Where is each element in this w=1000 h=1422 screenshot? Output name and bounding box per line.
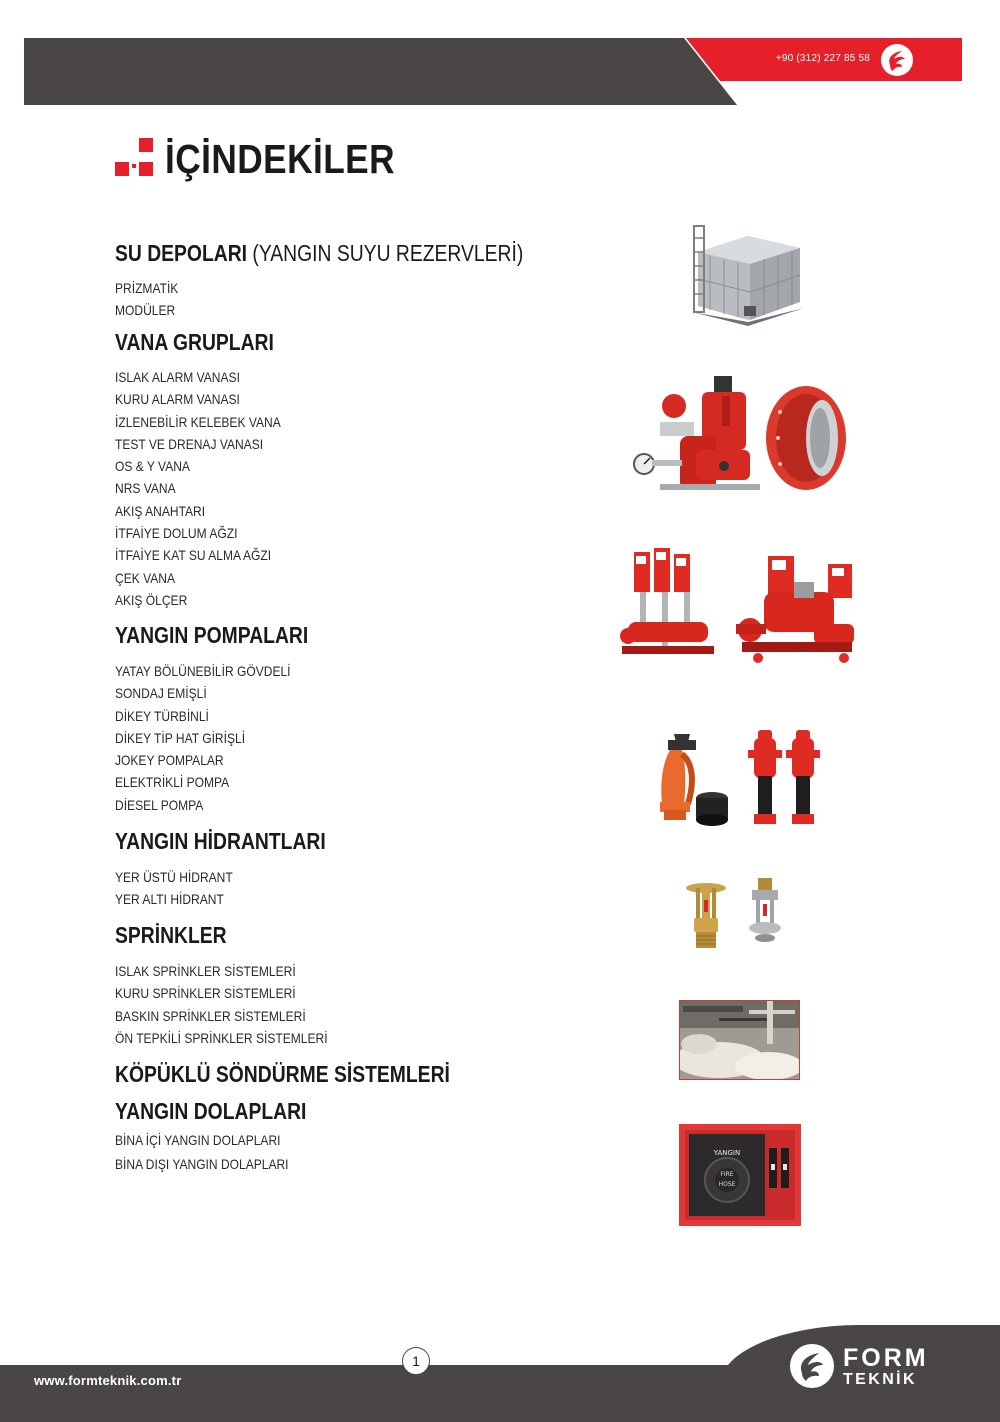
list-item: BİNA DIŞI YANGIN DOLAPLARI [115, 1156, 289, 1172]
list-item: TEST VE DRENAJ VANASI [115, 435, 264, 452]
section-heading: YANGIN HİDRANTLARI [115, 828, 326, 854]
flame-logo-icon [881, 44, 913, 76]
foam-system-image [679, 1000, 800, 1080]
section-yangin-hidrantlari [115, 827, 366, 911]
list-item: ISLAK ALARM VANASI [115, 369, 240, 385]
fire-pump-image [618, 542, 863, 674]
cabinet-label-fire: FIRE [720, 1171, 734, 1178]
list-item: PRİZMATİK [115, 280, 179, 296]
section-heading: SU DEPOLARI (YANGIN SUYU REZERVLERİ) [115, 240, 524, 266]
header-phone: +90 (312) 227 85 58 [775, 53, 870, 64]
list-item: SONDAJ EMİŞLİ [115, 685, 207, 702]
list-item: KURU ALARM VANASI [115, 391, 240, 408]
list-item: AKIŞ ANAHTARI [115, 502, 206, 519]
cabinet-label-top: YANGIN [713, 1149, 741, 1157]
section-heading: SPRİNKLER [115, 922, 227, 948]
section-vana-gruplari [115, 328, 308, 611]
list-item: ELEKTRİKLİ POMPA [115, 774, 230, 791]
list-item: DİKEY TÜRBİNLİ [115, 707, 209, 724]
list-item: NRS VANA [115, 480, 176, 497]
list-item: DİESEL POMPA [115, 796, 204, 813]
fire-cabinet-image [679, 1124, 801, 1226]
section-heading: YANGIN DOLAPLARI [115, 1098, 307, 1124]
list-item: JOKEY POMPALAR [115, 752, 224, 769]
list-item: ISLAK SPRİNKLER SİSTEMLERİ [115, 963, 296, 979]
list-item: YATAY BÖLÜNEBİLİR GÖVDELİ [115, 663, 291, 679]
list-item: ÇEK VANA [115, 569, 175, 586]
title-squares-icon [115, 138, 155, 178]
list-item: İTFAİYE KAT SU ALMA AĞZI [115, 547, 272, 564]
section-heading: VANA GRUPLARI [115, 329, 274, 355]
valve-group-image [630, 372, 848, 500]
section-heading-suffix: (YANGIN SUYU REZERVLERİ) [252, 240, 524, 266]
list-item: MODÜLER [115, 302, 176, 319]
section-yangin-dolaplari [115, 1097, 343, 1176]
section-su-depolari [115, 239, 601, 322]
list-item: KURU SPRİNKLER SİSTEMLERİ [115, 985, 296, 1002]
list-item: İTFAİYE DOLUM AĞZI [115, 525, 238, 542]
list-item: DİKEY TİP HAT GİRİŞLİ [115, 729, 246, 746]
brand-wordmark [843, 1346, 929, 1388]
section-heading: YANGIN POMPALARI [115, 622, 309, 648]
list-item: ÖN TEPKİLİ SPRİNKLER SİSTEMLERİ [115, 1029, 328, 1046]
page-title: İÇİNDEKİLER [165, 136, 396, 182]
list-item: AKIŞ ÖLÇER [115, 591, 188, 608]
water-tank-image [688, 222, 806, 330]
list-item: YER ÜSTÜ HİDRANT [115, 869, 233, 885]
cabinet-label-hose: HOSE [718, 1181, 736, 1188]
brand-line-teknik: TEKNİK [843, 1371, 917, 1388]
section-kopuklu-sondurme [115, 1060, 514, 1088]
sprinkler-image [682, 874, 786, 954]
footer-website-link[interactable]: www.formteknik.com.tr [34, 1373, 182, 1388]
hydrant-image [642, 724, 828, 830]
list-item: BİNA İÇİ YANGIN DOLAPLARI [115, 1132, 281, 1148]
brand-line-form: FORM [843, 1344, 929, 1372]
section-yangin-pompalari [115, 621, 345, 816]
header-dark-band [24, 38, 737, 105]
page-number: 1 [402, 1347, 430, 1375]
brand-flame-icon [790, 1344, 834, 1388]
section-sprinkler [115, 921, 362, 1049]
section-heading: KÖPÜKLÜ SÖNDÜRME SİSTEMLERİ [115, 1061, 450, 1087]
list-item: BASKIN SPRİNKLER SİSTEMLERİ [115, 1007, 306, 1024]
list-item: İZLENEBİLİR KELEBEK VANA [115, 413, 281, 430]
list-item: OS & Y VANA [115, 458, 190, 475]
list-item: YER ALTI HİDRANT [115, 891, 224, 908]
